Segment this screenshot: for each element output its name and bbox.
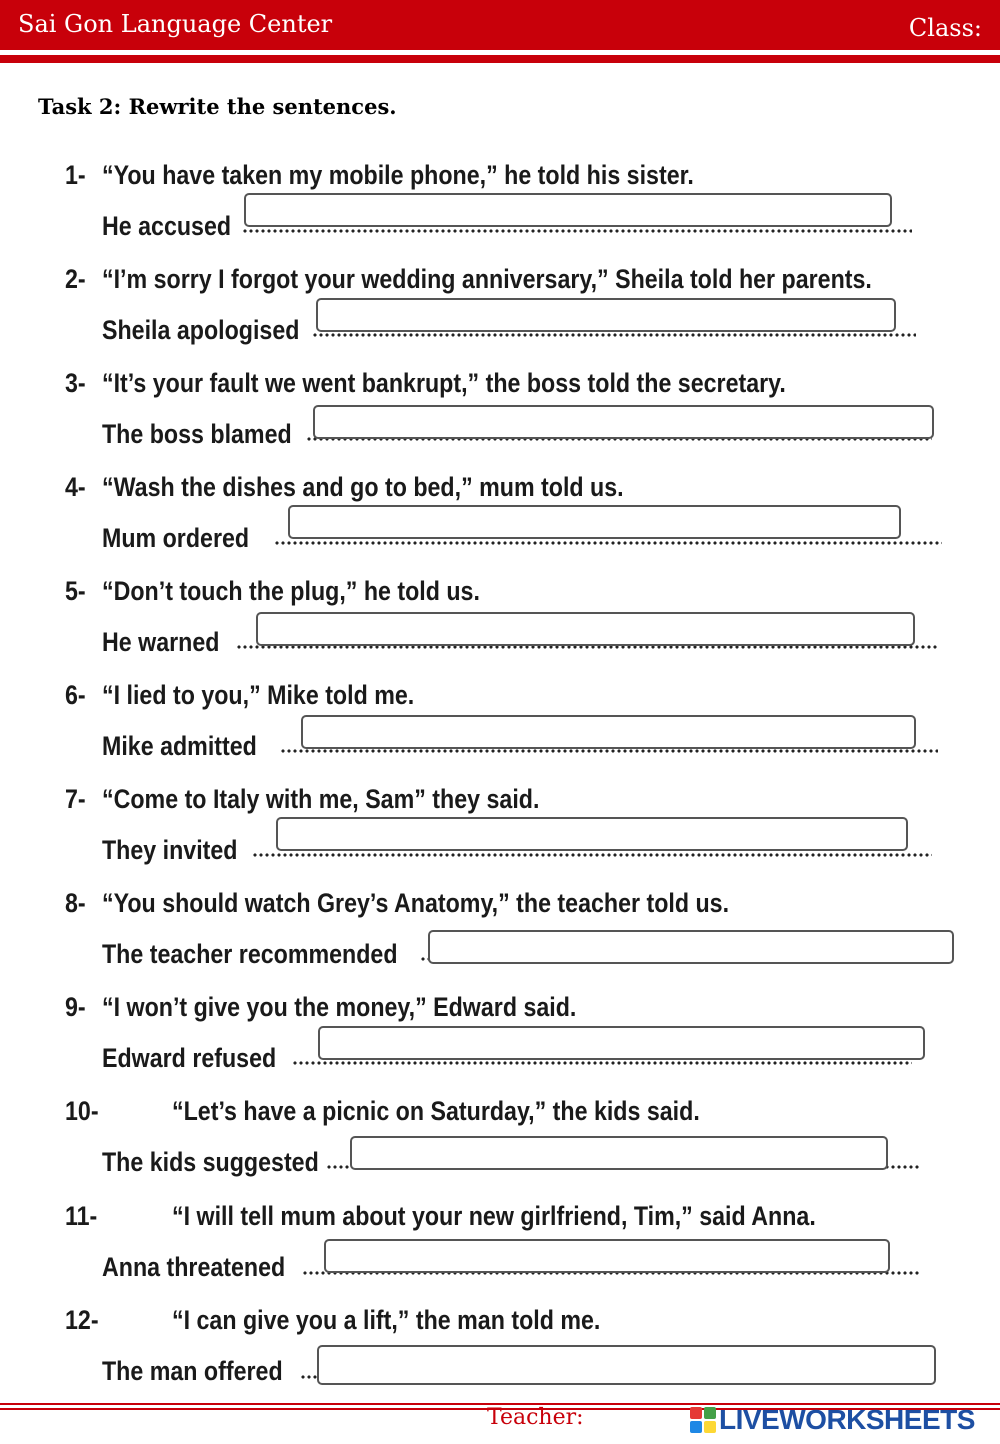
question-sentence: “I won’t give you the money,” Edward said. (102, 992, 577, 1022)
question-sentence: “I will tell mum about your new girlfriend, Tim,” said Anna. (172, 1201, 816, 1231)
answer-prompt: Sheila apologised (102, 315, 300, 345)
class-label: Class: (908, 14, 982, 42)
question-number: 6- (65, 680, 86, 710)
answer-input[interactable] (313, 405, 934, 439)
question-sentence: “Wash the dishes and go to bed,” mum told us. (102, 472, 624, 502)
answer-prompt: Mum ordered (102, 523, 250, 553)
answer-input[interactable] (276, 817, 908, 851)
liveworksheets-logo-text: LIVEWORKSHEETS (719, 1404, 975, 1435)
header-divider (0, 55, 1000, 63)
answer-prompt: Mike admitted (102, 731, 257, 761)
liveworksheets-logo-icon (690, 1407, 716, 1433)
answer-prompt: The teacher recommended (102, 939, 398, 969)
answer-input[interactable] (301, 715, 916, 749)
answer-input[interactable] (350, 1136, 888, 1170)
answer-prompt: The man offered (102, 1356, 283, 1386)
question-number: 9- (65, 992, 86, 1022)
answer-input[interactable] (256, 612, 915, 646)
answer-prompt: He accused (102, 211, 232, 241)
question-number: 4- (65, 472, 86, 502)
question-sentence: “Don’t touch the plug,” he told us. (102, 576, 480, 606)
answer-prompt: He warned (102, 627, 220, 657)
answer-dots (252, 852, 932, 862)
question-sentence: “Let’s have a picnic on Saturday,” the kids said. (172, 1096, 700, 1126)
question-number: 7- (65, 784, 86, 814)
answer-input[interactable] (324, 1239, 890, 1273)
answer-input[interactable] (244, 193, 892, 227)
question-sentence: “I can give you a lift,” the man told me. (172, 1305, 601, 1335)
question-number: 1- (65, 160, 86, 190)
question-number: 2- (65, 264, 86, 294)
answer-input[interactable] (317, 1345, 936, 1385)
question-sentence: “You should watch Grey’s Anatomy,” the teacher told us. (102, 888, 730, 918)
answer-input[interactable] (316, 298, 896, 332)
question-sentence: “You have taken my mobile phone,” he told his sister. (102, 160, 694, 190)
question-sentence: “Come to Italy with me, Sam” they said. (102, 784, 540, 814)
question-number: 11- (65, 1201, 98, 1231)
question-sentence: “It’s your fault we went bankrupt,” the boss told the secretary. (102, 368, 786, 398)
answer-dots (242, 228, 912, 238)
center-name: Sai Gon Language Center (18, 10, 333, 38)
question-sentence: “I lied to you,” Mike told me. (102, 680, 415, 710)
answer-dots (280, 748, 938, 758)
answer-prompt: The kids suggested (102, 1147, 319, 1177)
task-title: Task 2: Rewrite the sentences. (38, 94, 397, 119)
question-sentence: “I’m sorry I forgot your wedding anniversary,” Sheila told her parents. (102, 264, 872, 294)
answer-dots (274, 540, 942, 550)
answer-input[interactable] (288, 505, 901, 539)
answer-input[interactable] (428, 930, 954, 964)
answer-dots (312, 332, 916, 342)
answer-prompt: They invited (102, 835, 238, 865)
question-number: 8- (65, 888, 86, 918)
question-number: 10- (65, 1096, 99, 1126)
answer-prompt: Anna threatened (102, 1252, 286, 1282)
liveworksheets-logo[interactable] (690, 1406, 975, 1434)
answer-input[interactable] (318, 1026, 925, 1060)
answer-dots (292, 1060, 912, 1070)
question-number: 3- (65, 368, 86, 398)
teacher-label: Teacher: (487, 1405, 584, 1430)
answer-prompt: The boss blamed (102, 419, 292, 449)
question-number: 5- (65, 576, 86, 606)
question-number: 12- (65, 1305, 99, 1335)
answer-prompt: Edward refused (102, 1043, 277, 1073)
